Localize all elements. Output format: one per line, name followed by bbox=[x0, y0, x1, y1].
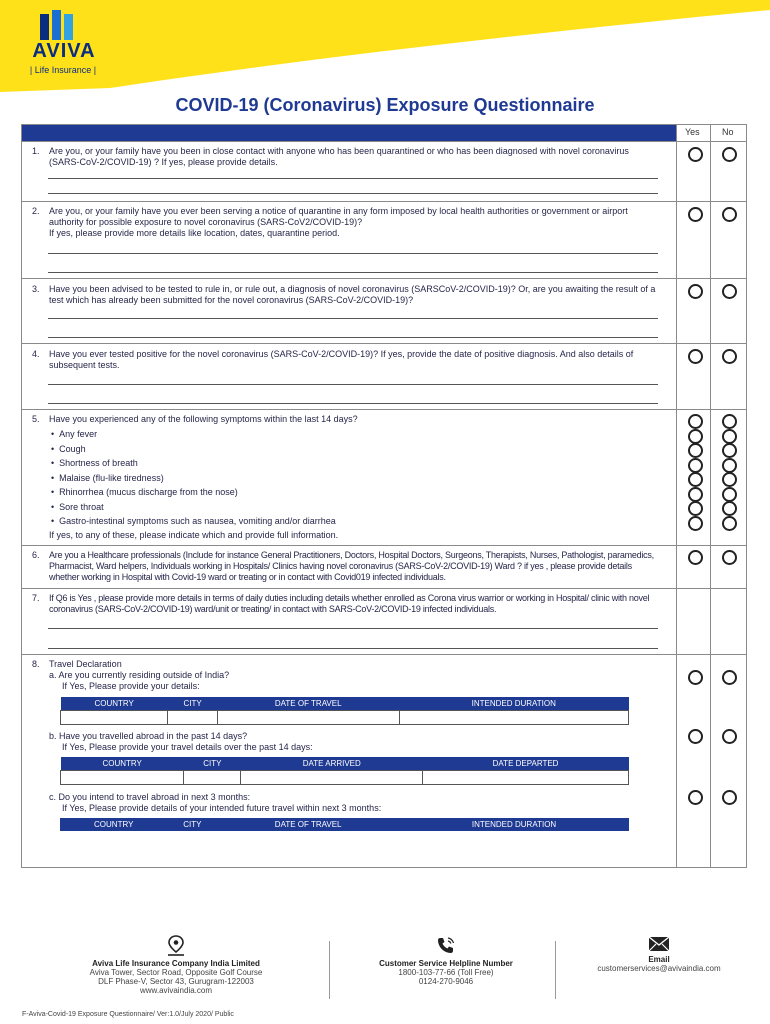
table-header: INTENDED DURATION bbox=[399, 697, 629, 711]
no-column-header: No bbox=[722, 127, 734, 137]
divider bbox=[22, 141, 746, 142]
symptom-4-yes-radio[interactable] bbox=[688, 472, 703, 487]
answer-line[interactable] bbox=[48, 253, 658, 254]
question-number: 4. bbox=[32, 349, 40, 359]
envelope-icon bbox=[648, 935, 670, 953]
answer-line[interactable] bbox=[48, 318, 658, 319]
column-divider bbox=[710, 125, 711, 867]
table-header: COUNTRY bbox=[61, 697, 168, 711]
q8b-yes-radio[interactable] bbox=[688, 729, 703, 744]
helpline-toll-free: 1800-103-77-66 (Toll Free) bbox=[398, 968, 494, 977]
symptom-3-yes-radio[interactable] bbox=[688, 458, 703, 473]
divider bbox=[22, 545, 746, 546]
question-text: Are you, or your family have you ever been serving a notice of quarantine in any form imposed by local health authorities or government or airport authority for possible exposure to novel coronavirus (SARS-CoV2/COVID-19)? If yes, please provide more details like location, dates, quarantine period. bbox=[49, 206, 628, 238]
q2-yes-radio[interactable] bbox=[688, 207, 703, 222]
header-bar bbox=[22, 125, 676, 141]
answer-line[interactable] bbox=[48, 628, 658, 629]
answer-line[interactable] bbox=[48, 403, 658, 404]
divider bbox=[22, 201, 746, 202]
q8c-yes-radio[interactable] bbox=[688, 790, 703, 805]
symptom-6-no-radio[interactable] bbox=[722, 501, 737, 516]
table-header: DATE OF TRAVEL bbox=[217, 697, 399, 711]
q8a-travel-table bbox=[60, 697, 629, 725]
company-name: Aviva Life Insurance Company India Limited bbox=[92, 959, 260, 968]
answer-line[interactable] bbox=[48, 648, 658, 649]
q8c-no-radio[interactable] bbox=[722, 790, 737, 805]
question-text: Travel Declaration bbox=[49, 659, 122, 669]
symptom-item: • Shortness of breath bbox=[51, 456, 336, 471]
symptom-item: • Sore throat bbox=[51, 500, 336, 515]
symptom-1-no-radio[interactable] bbox=[722, 429, 737, 444]
table-header: CITY bbox=[168, 818, 218, 831]
symptom-1-yes-radio[interactable] bbox=[688, 429, 703, 444]
helpline-number: 0124-270-9046 bbox=[418, 977, 474, 986]
company-address-line2: DLF Phase-V, Sector 43, Gurugram-122003 bbox=[98, 977, 254, 986]
table-cell[interactable] bbox=[399, 711, 629, 725]
answer-line[interactable] bbox=[48, 178, 658, 179]
email-address[interactable]: customerservices@avivaindia.com bbox=[597, 964, 721, 973]
symptom-6-yes-radio[interactable] bbox=[688, 501, 703, 516]
table-cell[interactable] bbox=[61, 771, 184, 785]
document-reference: F-Aviva-Covid-19 Exposure Questionnaire/ Ver:1.0/July 2020/ Public bbox=[22, 1011, 234, 1018]
question-number: 8. bbox=[32, 659, 40, 669]
symptom-5-yes-radio[interactable] bbox=[688, 487, 703, 502]
symptom-4-no-radio[interactable] bbox=[722, 472, 737, 487]
helpline-contact bbox=[351, 935, 541, 986]
q8a-question: a. Are you currently residing outside of India? bbox=[49, 670, 230, 680]
q8a-yes-radio[interactable] bbox=[688, 670, 703, 685]
table-cell[interactable] bbox=[241, 771, 423, 785]
answer-line[interactable] bbox=[48, 193, 658, 194]
q8a-note: If Yes, Please provide your details: bbox=[62, 681, 200, 691]
page-title: COVID-19 (Coronavirus) Exposure Questionnaire bbox=[175, 95, 595, 115]
symptom-7-yes-radio[interactable] bbox=[688, 516, 703, 531]
symptom-item: • Malaise (flu-like tiredness) bbox=[51, 471, 336, 486]
question-text: Have you been advised to be tested to rule in, or rule out, a diagnosis of novel coronavirus (SARSCoV-2/COVID-19)? Or, are you awaiting the result of a test which has already been submitted for the novel coronavirus (SARS-CoV-2/COVID-19)? bbox=[49, 284, 656, 305]
divider bbox=[22, 343, 746, 344]
question-text: If Q6 is Yes , please provide more details in terms of daily duties including details whether enrolled as Corona virus warrior or working in Hospital/ clinic with novel coronavirus (SARS-CoV-2/COVID-19) ward/unit or treating/ in contact with SARS-CoV-2/COVID-19 infected individuals. bbox=[49, 593, 650, 614]
table-header: DATE DEPARTED bbox=[423, 757, 629, 771]
symptom-item: • Cough bbox=[51, 442, 336, 457]
header-banner bbox=[0, 0, 770, 92]
q1-yes-radio[interactable] bbox=[688, 147, 703, 162]
q6-yes-radio[interactable] bbox=[688, 550, 703, 565]
footer-divider bbox=[329, 941, 330, 999]
question-number: 6. bbox=[32, 550, 40, 560]
symptom-2-no-radio[interactable] bbox=[722, 443, 737, 458]
question-text: Are you, or your family have you been in close contact with anyone who has been quarantined or who has been diagnosed with novel coronavirus (SARS-CoV-2/COVID-19) ? If yes, please provide details. bbox=[49, 146, 629, 167]
q5-yes-radio[interactable] bbox=[688, 414, 703, 429]
q8c-question: c. Do you intend to travel abroad in next 3 months: bbox=[49, 792, 251, 802]
question-number: 3. bbox=[32, 284, 40, 294]
question-number: 1. bbox=[32, 146, 40, 156]
table-cell[interactable] bbox=[184, 771, 241, 785]
brand-name: AVIVA bbox=[32, 40, 96, 62]
divider bbox=[22, 654, 746, 655]
symptom-item: • Rhinorrhea (mucus discharge from the nose) bbox=[51, 485, 336, 500]
table-cell[interactable] bbox=[61, 711, 168, 725]
answer-line[interactable] bbox=[48, 272, 658, 273]
phone-icon bbox=[435, 935, 457, 957]
answer-line[interactable] bbox=[48, 337, 658, 338]
footer-divider bbox=[555, 941, 556, 999]
q3-no-radio[interactable] bbox=[722, 284, 737, 299]
divider bbox=[22, 278, 746, 279]
symptom-2-yes-radio[interactable] bbox=[688, 443, 703, 458]
company-address-line1: Aviva Tower, Sector Road, Opposite Golf Course bbox=[89, 968, 263, 977]
page-footer bbox=[21, 935, 747, 1005]
company-contact bbox=[41, 935, 311, 995]
question-text: Have you ever tested positive for the novel coronavirus (SARS-CoV-2/COVID-19)? If yes, provide the date of positive diagnosis. And also details of subsequent tests. bbox=[49, 349, 634, 370]
question-text: Have you experienced any of the following symptoms within the last 14 days? bbox=[49, 414, 358, 424]
table-header: INTENDED DURATION bbox=[399, 818, 629, 831]
location-icon bbox=[166, 935, 186, 957]
q1-no-radio[interactable] bbox=[722, 147, 737, 162]
table-cell[interactable] bbox=[168, 711, 218, 725]
table-header: CITY bbox=[184, 757, 241, 771]
email-contact bbox=[571, 935, 747, 973]
q4-no-radio[interactable] bbox=[722, 349, 737, 364]
column-divider bbox=[676, 125, 677, 867]
q4-yes-radio[interactable] bbox=[688, 349, 703, 364]
yes-column-header: Yes bbox=[685, 127, 700, 137]
q8b-question: b. Have you travelled abroad in the past 14 days? bbox=[49, 731, 248, 741]
table-header: DATE ARRIVED bbox=[241, 757, 423, 771]
brand-sub: | Life Insurance | bbox=[29, 65, 97, 75]
symptom-5-no-radio[interactable] bbox=[722, 487, 737, 502]
symptom-list bbox=[51, 427, 336, 529]
q8b-no-radio[interactable] bbox=[722, 729, 737, 744]
question-number: 2. bbox=[32, 206, 40, 216]
table-header: COUNTRY bbox=[61, 757, 184, 771]
question-number: 7. bbox=[32, 593, 40, 603]
helpline-title: Customer Service Helpline Number bbox=[379, 959, 513, 968]
q8a-no-radio[interactable] bbox=[722, 670, 737, 685]
divider bbox=[22, 588, 746, 589]
q6-no-radio[interactable] bbox=[722, 550, 737, 565]
question-number: 5. bbox=[32, 414, 40, 424]
symptom-item: • Gastro-intestinal symptoms such as nausea, vomiting and/or diarrhea bbox=[51, 514, 336, 529]
company-website[interactable]: www.avivaindia.com bbox=[139, 986, 213, 995]
aviva-logo-mark bbox=[40, 10, 86, 40]
symptom-3-no-radio[interactable] bbox=[722, 458, 737, 473]
answer-line[interactable] bbox=[48, 384, 658, 385]
q5-no-radio[interactable] bbox=[722, 414, 737, 429]
q3-yes-radio[interactable] bbox=[688, 284, 703, 299]
question-text: Are you a Healthcare professionals (Include for instance General Practitioners, Doctors, Hospital Doctors, Surgeons, Therapists, Nurses, Pathologist, paramedics, Pharmacist, Ward helpers, Individuals working in Hospitals/ Clinics having novel coronavirus (SARS-CoV-2/COVID-19) Ward ? if yes , please provide details whether working in Hospital with Covid-19 ward or treating or in contact with Covid019 infected individuals. bbox=[49, 550, 654, 582]
symptom-7-no-radio[interactable] bbox=[722, 516, 737, 531]
q5-footer: If yes, to any of these, please indicate which and provide full information. bbox=[49, 530, 339, 540]
q8b-note: If Yes, Please provide your travel details over the past 14 days: bbox=[62, 742, 313, 752]
q8c-travel-table bbox=[60, 818, 629, 831]
symptom-item: • Any fever bbox=[51, 427, 336, 442]
q8c-note: If Yes, Please provide details of your intended future travel within next 3 months: bbox=[62, 803, 382, 813]
table-header: COUNTRY bbox=[60, 818, 168, 831]
table-cell[interactable] bbox=[423, 771, 629, 785]
table-cell[interactable] bbox=[217, 711, 399, 725]
q2-no-radio[interactable] bbox=[722, 207, 737, 222]
email-title: Email bbox=[648, 955, 670, 964]
table-header: CITY bbox=[168, 697, 218, 711]
q8b-travel-table bbox=[60, 757, 629, 785]
divider bbox=[22, 409, 746, 410]
table-header: DATE OF TRAVEL bbox=[217, 818, 399, 831]
